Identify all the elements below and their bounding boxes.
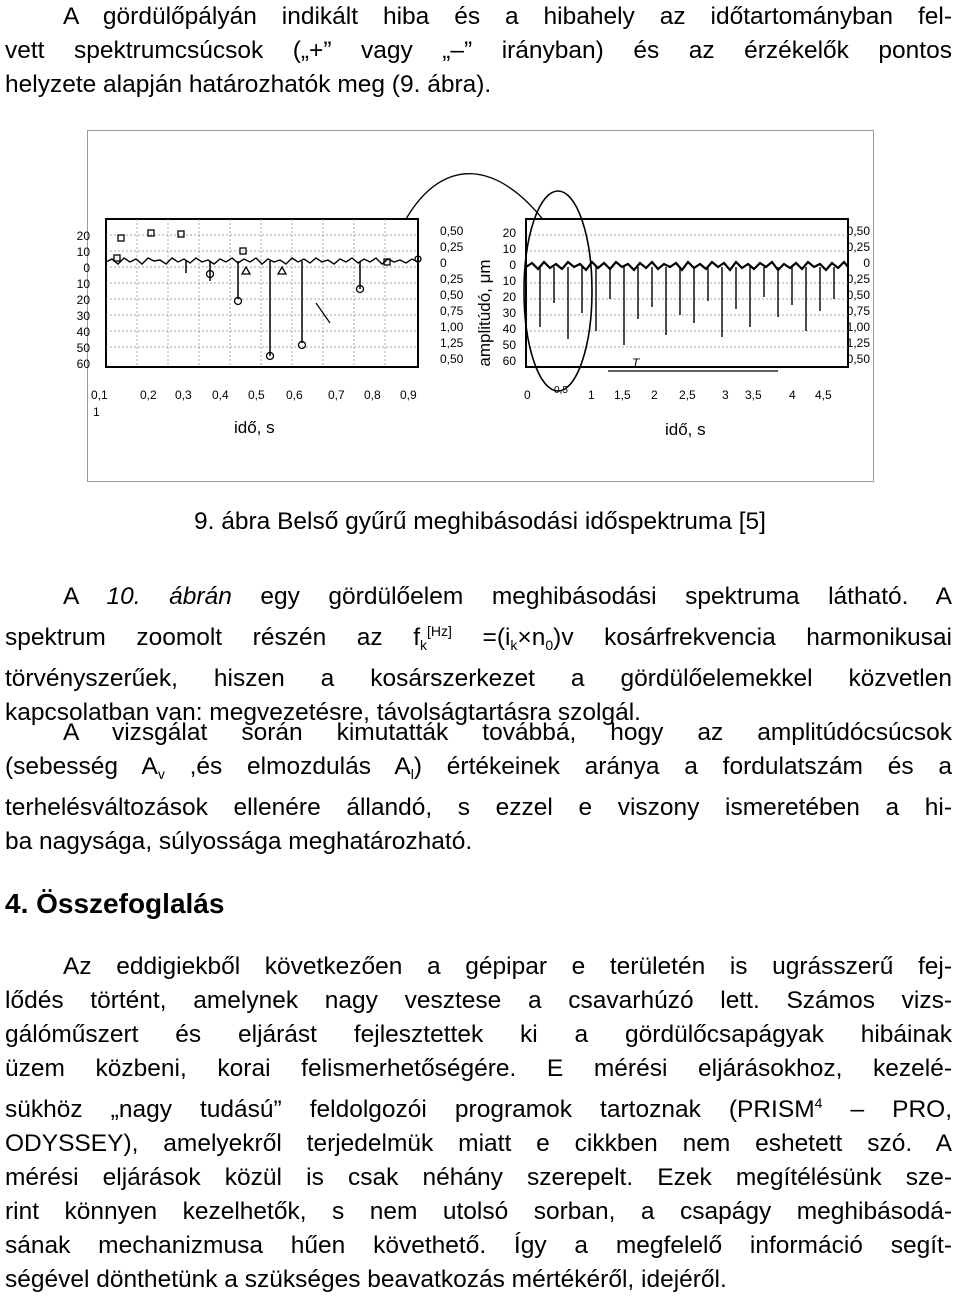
left-y2-tick: 0,25 <box>440 272 464 286</box>
right-x-tick: 0 <box>524 388 531 402</box>
summary-line: mérési eljárások közül is csak néhány szerepelt. Ezek megítélésünk sze- <box>5 1164 952 1191</box>
paragraph-2 <box>5 580 952 730</box>
left-x-tick: 0,8 <box>364 388 381 402</box>
right-y-tick: 30 <box>502 306 516 320</box>
left-y2-tick: 0,50 <box>440 288 464 302</box>
summary-line: ODYSSEY), amelyekről terjedelmük miatt e cikkben nem eshetett szó. A <box>5 1130 952 1157</box>
figure-9-svg <box>76 131 873 481</box>
figure-9 <box>76 130 874 482</box>
left-x-ticks <box>91 388 417 419</box>
right-y2-tick: 1,25 <box>846 336 870 350</box>
para3-line-1: A vizsgálat során kimutatták továbbá, hogy az amplitúdócsúcsok <box>63 719 952 746</box>
left-y-ticks <box>77 229 91 371</box>
right-x-axis-label: idő, s <box>665 420 706 439</box>
right-y-tick: 20 <box>502 290 516 304</box>
left-y2-tick: 0,25 <box>440 240 464 254</box>
left-x-tick: 0,2 <box>140 388 157 402</box>
left-x-tick: 0,1 <box>91 388 108 402</box>
left-y-tick: 30 <box>76 309 90 323</box>
summary-line: ségével dönthetünk a szükséges beavatkozás mértékéről, idejéről. <box>5 1266 727 1293</box>
left-x-tick: 0,6 <box>286 388 303 402</box>
left-x-tick: 0,3 <box>175 388 192 402</box>
summary-line: üzem közbeni, korai felismerhetőségére. E mérési eljárásokhoz, kezelé- <box>5 1055 952 1082</box>
left-y-tick: 60 <box>76 357 90 371</box>
left-y2-tick: 0 <box>440 256 447 270</box>
right-plot-frame <box>526 219 848 367</box>
right-y-tick: 10 <box>502 274 516 288</box>
right-y2-tick: 0,50 <box>846 288 870 302</box>
right-y-axis-label: amplitúdó, μm <box>475 259 494 367</box>
left-y-tick: 40 <box>76 325 90 339</box>
summary-line: sükhöz „nagy tudású” feldolgozói programok tartoznak (PRISM$^4$ – PRO, <box>5 1095 952 1123</box>
left-y-tick: 10 <box>76 245 90 259</box>
figure-caption: 9. ábra Belső gyűrű meghibásodási időspektruma [5] <box>194 508 766 535</box>
right-x-tick: 3,5 <box>745 388 762 402</box>
right-y-tick: 40 <box>502 322 516 336</box>
right-y2-ticks <box>847 224 871 366</box>
right-y-tick: 20 <box>502 226 516 240</box>
summary-line: lődés történt, amelynek nagy vesztese a csavarhúzó lett. Számos vizs- <box>5 987 952 1014</box>
summary-line: gálóműszert és eljárást fejlesztettek ki a gördülőcsapágyak hibáinak <box>5 1021 952 1048</box>
period-marker-label: T <box>632 356 640 370</box>
intro-paragraph <box>5 0 952 102</box>
right-y2-tick: 0,50 <box>846 352 870 366</box>
left-x-tick: 0,9 <box>400 388 417 402</box>
right-x-tick: 4 <box>789 388 796 402</box>
section-heading: 4. Összefoglalás <box>5 888 225 919</box>
para2-line-3: törvényszerűek, hiszen a kosárszerkezet a gördülőelemekkel közvetlen <box>5 665 952 692</box>
right-x-tick: 1 <box>588 388 595 402</box>
right-y2-tick: 0 <box>863 256 870 270</box>
right-y2-tick: 0,25 <box>846 272 870 286</box>
summary-line: rint könnyen kezelhetők, s nem utolsó sorban, a csapágy meghibásodá- <box>5 1198 952 1225</box>
right-y2-tick: 0,25 <box>846 240 870 254</box>
left-x-tick: 0,4 <box>212 388 229 402</box>
intro-line: helyzete alapján határozhatók meg (9. ábra). <box>5 71 492 98</box>
right-y-ticks <box>503 226 517 368</box>
left-y2-tick: 0,75 <box>440 304 464 318</box>
left-y2-tick: 1,00 <box>440 320 464 334</box>
left-y2-ticks <box>440 224 464 366</box>
para2-line-2: spektrum zoomolt részén az $f_k[Hz] =(i_k\times n_0)v$ kosárfrekvencia harmonikusai <box>5 623 952 653</box>
right-x-ticks <box>524 385 832 402</box>
left-x-tick: 0,5 <box>248 388 265 402</box>
left-x-tick-extra: 1 <box>93 405 100 419</box>
right-y-tick: 60 <box>502 354 516 368</box>
left-x-tick: 0,7 <box>328 388 345 402</box>
right-y-tick: 10 <box>502 242 516 256</box>
paragraph-3 <box>5 716 952 859</box>
intro-line: vett spektrumcsúcsok („+” vagy „–” irányban) és az érzékelők pontos <box>5 37 952 64</box>
right-x-tick: 2 <box>651 388 658 402</box>
left-y-tick: 0 <box>83 261 90 275</box>
left-y-tick: 20 <box>76 293 90 307</box>
left-y2-tick: 1,25 <box>440 336 464 350</box>
summary-line: sának mechanizmusa hűen követhető. Így a megfelelő információ segít- <box>5 1232 952 1259</box>
left-y2-tick: 0,50 <box>440 352 464 366</box>
left-y2-tick: 0,50 <box>440 224 464 238</box>
summary-line: Az eddigiekből következően a gépipar e területén is ugrásszerű fej- <box>63 953 952 980</box>
left-y-tick: 10 <box>76 277 90 291</box>
para3-line-3: terhelésváltozások ellenére állandó, s ezzel e viszony ismeretében a hi- <box>5 794 952 821</box>
para2-line-4: kapcsolatban van: megvezetésre, távolságtartásra szolgál. <box>5 699 641 726</box>
right-x-tick: 0,5 <box>554 385 568 396</box>
para3-line-4: ba nagysága, súlyossága meghatározható. <box>5 828 473 855</box>
right-y-tick: 50 <box>502 338 516 352</box>
intro-line: A gördülőpályán indikált hiba és a hibahely az időtartományban fel- <box>63 3 952 30</box>
para2-line-1: A 10. ábrán egy gördülőelem meghibásodási spektruma látható. A <box>63 583 953 610</box>
left-y-tick: 50 <box>76 341 90 355</box>
right-y2-tick: 0,50 <box>846 224 870 238</box>
left-y-tick: 20 <box>76 229 90 243</box>
right-y2-tick: 1,00 <box>846 320 870 334</box>
right-x-tick: 3 <box>722 388 729 402</box>
left-plot-frame <box>106 219 418 367</box>
summary-paragraph <box>5 950 952 1297</box>
right-x-tick: 1,5 <box>614 388 631 402</box>
left-x-axis-label: idő, s <box>234 418 275 437</box>
right-x-tick: 4,5 <box>815 388 832 402</box>
para3-line-2: (sebesség $A_v$ ,és elmozdulás $A_l$) értékeinek aránya a fordulatszám és a <box>5 753 952 782</box>
right-y-tick: 0 <box>509 258 516 272</box>
right-y2-tick: 0,75 <box>846 304 870 318</box>
right-x-tick: 2,5 <box>679 388 696 402</box>
